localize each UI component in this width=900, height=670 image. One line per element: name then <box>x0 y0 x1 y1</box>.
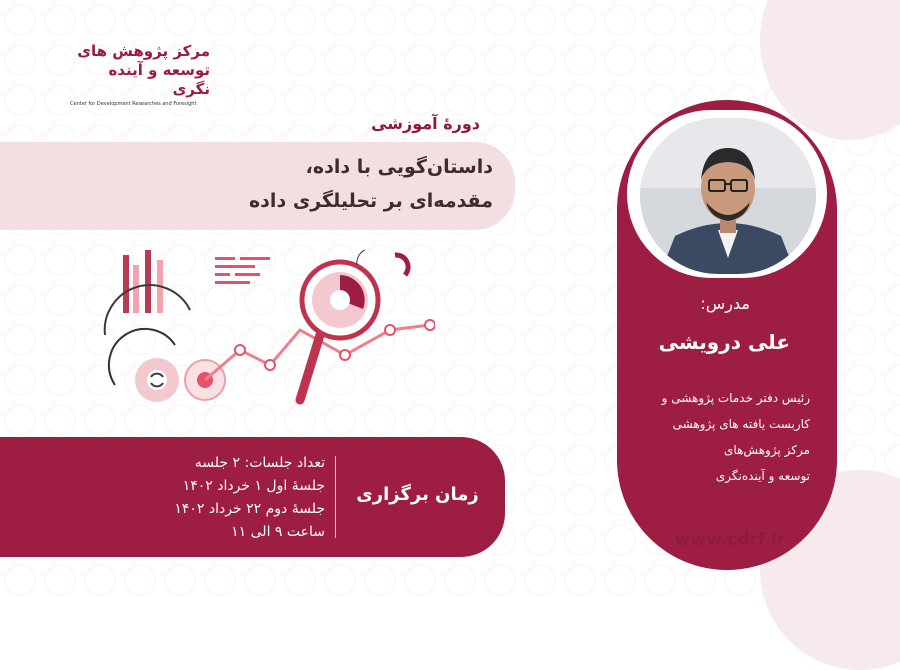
bio-line: توسعه و آینده‌نگری <box>715 469 810 483</box>
logo-english: Center for Development Researches and Foresight <box>70 101 197 107</box>
logo <box>70 42 210 107</box>
course-title-line-1: داستان‌گویی با داده، <box>305 156 493 178</box>
instructor-label: مدرس: <box>700 294 750 313</box>
instructor-bio <box>610 385 810 489</box>
schedule-line: جلسهٔ اول ۱ خرداد ۱۴۰۲ <box>182 478 325 494</box>
bio-line: رئیس دفتر خدمات پژوهشی و <box>661 391 810 405</box>
schedule-line: تعداد جلسات: ۲ جلسه <box>194 455 325 471</box>
bar-icon <box>123 255 129 313</box>
portrait-icon <box>640 118 816 274</box>
schedule-line: جلسهٔ دوم ۲۲ خرداد ۱۴۰۲ <box>174 501 325 517</box>
gear-icon <box>135 358 179 402</box>
course-type: دورهٔ آموزشی <box>371 114 480 133</box>
title-band <box>0 142 515 230</box>
bio-line: مرکز پژوهش‌های <box>724 443 810 457</box>
schedule-divider <box>335 456 336 538</box>
bar-icon <box>145 250 151 313</box>
bio-line: کاربست یافته های پژوهشی <box>672 417 810 431</box>
course-title-line-2: مقدمه‌ای بر تحلیلگری داده <box>248 190 493 212</box>
schedule-details <box>100 452 325 544</box>
text-lines-icon <box>215 257 270 284</box>
schedule-heading: زمان برگزاری <box>356 484 479 505</box>
instructor-name: علی درویشی <box>658 330 790 354</box>
logo-line-2: توسعه و آینده نگری <box>108 61 210 98</box>
website-link[interactable]: www.cdrf.ir <box>674 530 786 550</box>
logo-line-1: مرکز پژوهش های <box>77 42 210 60</box>
data-analysis-illustration <box>95 245 435 415</box>
instructor-photo <box>640 118 816 274</box>
magnifier-icon <box>300 262 378 400</box>
arc-icon <box>357 250 365 265</box>
arc-icon <box>395 255 408 275</box>
schedule-line: ساعت ۹ الی ۱۱ <box>231 524 325 540</box>
